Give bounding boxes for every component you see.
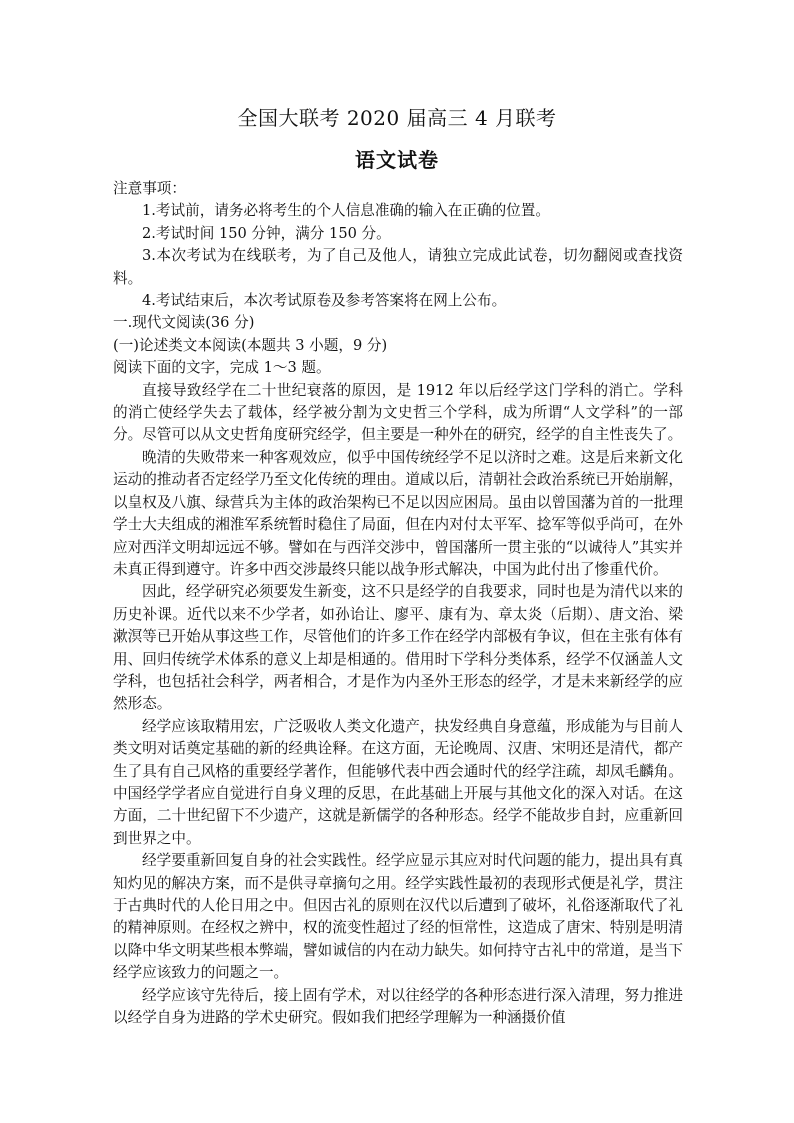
notice-item: 3.本次考试为在线联考，为了自己及他人，请独立完成此试卷，切勿翻阅或查找资料。 xyxy=(113,247,683,287)
body-paragraph: 经学应该守先待后，接上固有学术，对以往经学的各种形态进行深入清理，努力推进以经学自身为进路的学术史研究。假如我们把经学理解为一种涵摄价值 xyxy=(113,986,683,1027)
notice-item: 2.考试时间 150 分钟，满分 150 分。 xyxy=(142,224,391,242)
body-paragraph: 经学要重新回复自身的社会实践性。经学应显示其应对时代问题的能力，提出具有真知灼见的解决方案，而不是供寻章摘句之用。经学实践性最初的表现形式便是礼学，贯注于古典时代的人伦日用之中。但因古礼的原则在汉代以后遭到了破坏，礼俗逐渐取代了礼的精神原则。在经权之辨中，权的流变性超过了经的恒常性，这造成了唐宋、特别是明清以降中华文明某些根本弊端，譬如诚信的内在动力缺失。如何持守古礼中的常道，是当下经学应该致力的问题之一。 xyxy=(113,852,683,982)
notice-item: 1.考试前，请务必将考生的个人信息准确的输入在正确的位置。 xyxy=(142,202,550,220)
notice-item: 4.考试结束后，本次考试原卷及参考答案将在网上公布。 xyxy=(142,292,507,310)
body-paragraph: 因此，经学研究必须要发生新变，这不只是经学的自我要求，同时也是为清代以来的历史补课。近代以来不少学者，如孙诒让、廖平、康有为、章太炎（后期）、唐文治、梁漱溟等已开始从事这些工作，尽管他们的许多工作在经学内部极有争议，但在主张有体有用、回归传统学术体系的意义上却是相通的。借用时下学科分类体系，经学不仅涵盖人文学科，也包括社会科学，两者相合，才是作为内圣外王形态的经学，才是未来新经学的应然形态。 xyxy=(113,583,683,713)
notice-heading: 注意事项： xyxy=(113,180,186,197)
exam-subtitle: 语文试卷 xyxy=(355,148,439,172)
body-paragraph: 直接导致经学在二十世纪衰落的原因，是 1912 年以后经学这门学科的消亡。学科的消亡使经学失去了载体，经学被分割为文史哲三个学科，成为所谓“人文学科”的一部分。尽管可以从文史哲角度研究经学，但主要是一种外在的研究，经学的自主性丧失了。 xyxy=(113,381,683,444)
exam-title: 全国大联考 2020 届高三 4 月联考 xyxy=(237,106,557,130)
subsection-heading: (一)论述类文本阅读(本题共 3 小题，9 分) xyxy=(113,336,388,354)
section-heading: 一.现代文阅读(36 分) xyxy=(113,314,255,332)
body-paragraph: 经学应该取精用宏，广泛吸收人类文化遗产，抉发经典自身意蕴，形成能为与目前人类文明对话奠定基础的新的经典诠释。在这方面，无论晚周、汉唐、宋明还是清代，都产生了具有自己风格的重要经学著作，但能够代表中西会通时代的经学注疏，却凤毛麟角。中国经学学者应自觉进行自身义理的反思，在此基础上开展与其他文化的深入对话。在这方面，二十世纪留下不少遗产，这就是新儒学的各种形态。经学不能故步自封，应重新回到世界之中。 xyxy=(113,717,683,847)
body-paragraph: 晚清的失败带来一种客观效应，似乎中国传统经学不足以济时之难。这是后来新文化运动的推动者否定经学乃至文化传统的理由。道咸以后，清朝社会政治系统已开始崩解，以皇权及八旗、绿营兵为主体的政治架构已不足以因应困局。虽由以曾国藩为首的一批理学士大夫组成的湘淮军系统暂时稳住了局面，但在内对付太平军、捻军等似乎尚可，在外应对西洋文明却远远不够。譬如在与西洋交涉中，曾国藩所一贯主张的“以诚待人”其实并未真正得到遵守。许多中西交涉最终只能以战争形式解决，中国为此付出了惨重代价。 xyxy=(113,448,683,578)
reading-instruction: 阅读下面的文字，完成 1～3 题。 xyxy=(113,359,331,377)
document-body xyxy=(113,178,683,1029)
